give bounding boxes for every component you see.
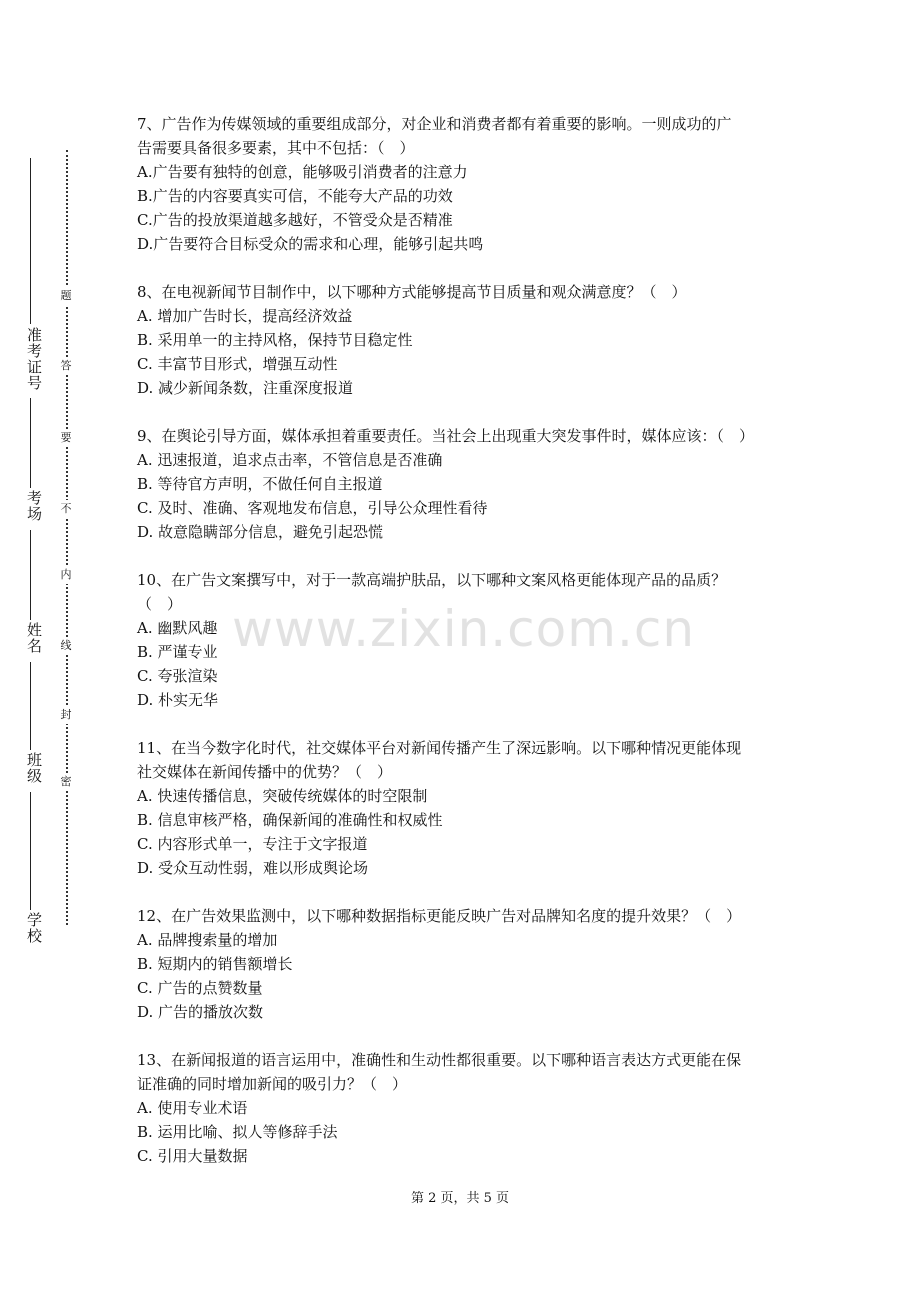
answer-option: B. 严谨专业	[137, 643, 218, 661]
answer-option: D.广告要符合目标受众的需求和心理，能够引起共鸣	[137, 235, 484, 253]
question-block	[137, 904, 787, 1024]
exam-room-label: 考场	[25, 490, 43, 522]
answer-option: C. 夸张渲染	[137, 667, 218, 685]
answer-option: B. 等待官方声明，不做任何自主报道	[137, 475, 383, 493]
watermark: www.zixin.com.cn	[232, 600, 696, 658]
question-block	[137, 424, 787, 544]
question-stem: 12、在广告效果监测中，以下哪种数据指标更能反映广告对品牌知名度的提升效果？（ ）	[137, 907, 742, 925]
question-stem: 11、在当今数字化时代，社交媒体平台对新闻传播产生了深远影响。以下哪种情况更能体现	[137, 739, 742, 757]
answer-option: D. 减少新闻条数，注重深度报道	[137, 379, 354, 397]
seal-dotted-line	[66, 150, 68, 925]
seal-char: 要	[58, 429, 74, 447]
question-stem: （ ）	[137, 595, 183, 613]
answer-option: B.广告的内容要真实可信，不能夸大产品的功效	[137, 187, 453, 205]
question-block	[137, 112, 787, 256]
seal-char: 线	[58, 637, 74, 655]
school-label: 学校	[25, 912, 43, 944]
exam-number-label: 准考证号	[25, 327, 43, 391]
answer-option: C. 丰富节目形式，增强互动性	[137, 355, 338, 373]
question-list	[137, 112, 787, 1192]
class-fill-line	[30, 662, 31, 750]
question-stem: 9、在舆论引导方面，媒体承担着重要责任。当社会上出现重大突发事件时，媒体应该：（ ）	[137, 427, 755, 445]
answer-option: B. 采用单一的主持风格，保持节目稳定性	[137, 331, 413, 349]
seal-char: 密	[58, 773, 74, 791]
seal-char: 封	[58, 706, 74, 724]
seal-char: 题	[58, 287, 74, 305]
answer-option: C. 广告的点赞数量	[137, 979, 263, 997]
question-stem: 13、在新闻报道的语言运用中，准确性和生动性都很重要。以下哪种语言表达方式更能在保	[137, 1051, 742, 1069]
question-block	[137, 1048, 787, 1168]
seal-char: 不	[58, 500, 74, 518]
page-footer: 第 2 页，共 5 页	[410, 1191, 510, 1206]
answer-option: A. 使用专业术语	[137, 1099, 248, 1117]
question-stem: 社交媒体在新闻传播中的优势？（ ）	[137, 763, 393, 781]
answer-option: C. 及时、准确、客观地发布信息，引导公众理性看待	[137, 499, 488, 517]
answer-option: B. 运用比喻、拟人等修辞手法	[137, 1123, 338, 1141]
seal-char: 答	[58, 357, 74, 375]
question-block	[137, 736, 787, 880]
binding-margin	[0, 0, 120, 1302]
answer-option: D. 广告的播放次数	[137, 1003, 264, 1021]
exam-room-fill-line	[30, 398, 31, 488]
question-stem: 证准确的同时增加新闻的吸引力？（ ）	[137, 1075, 408, 1093]
answer-option: A. 增加广告时长，提高经济效益	[137, 307, 353, 325]
answer-option: B. 短期内的销售额增长	[137, 955, 293, 973]
answer-option: D. 受众互动性弱，难以形成舆论场	[137, 859, 369, 877]
exam-number-fill-line	[30, 158, 31, 324]
class-label: 班级	[25, 752, 43, 784]
answer-option: A. 幽默风趣	[137, 619, 218, 637]
question-stem: 10、在广告文案撰写中，对于一款高端护肤品，以下哪种文案风格更能体现产品的品质？	[137, 571, 727, 589]
answer-option: A. 品牌搜索量的增加	[137, 931, 278, 949]
name-fill-line	[30, 530, 31, 620]
seal-char: 内	[58, 566, 74, 584]
answer-option: C. 内容形式单一，专注于文字报道	[137, 835, 368, 853]
answer-option: A.广告要有独特的创意，能够吸引消费者的注意力	[137, 163, 468, 181]
answer-option: C. 引用大量数据	[137, 1147, 248, 1165]
answer-option: D. 故意隐瞒部分信息，避免引起恐慌	[137, 523, 384, 541]
question-block	[137, 568, 787, 712]
question-block	[137, 280, 787, 400]
name-label: 姓名	[25, 622, 43, 654]
question-stem: 告需要具备很多要素，其中不包括：（ ）	[137, 139, 415, 157]
answer-option: A. 迅速报道，追求点击率，不管信息是否准确	[137, 451, 443, 469]
question-stem: 7、广告作为传媒领域的重要组成部分，对企业和消费者都有着重要的影响。一则成功的广	[137, 115, 732, 133]
answer-option: A. 快速传播信息，突破传统媒体的时空限制	[137, 787, 428, 805]
question-stem: 8、在电视新闻节目制作中，以下哪种方式能够提高节目质量和观众满意度？（ ）	[137, 283, 687, 301]
school-fill-line	[30, 792, 31, 910]
answer-option: C.广告的投放渠道越多越好，不管受众是否精准	[137, 211, 453, 229]
answer-option: B. 信息审核严格，确保新闻的准确性和权威性	[137, 811, 443, 829]
answer-option: D. 朴实无华	[137, 691, 219, 709]
